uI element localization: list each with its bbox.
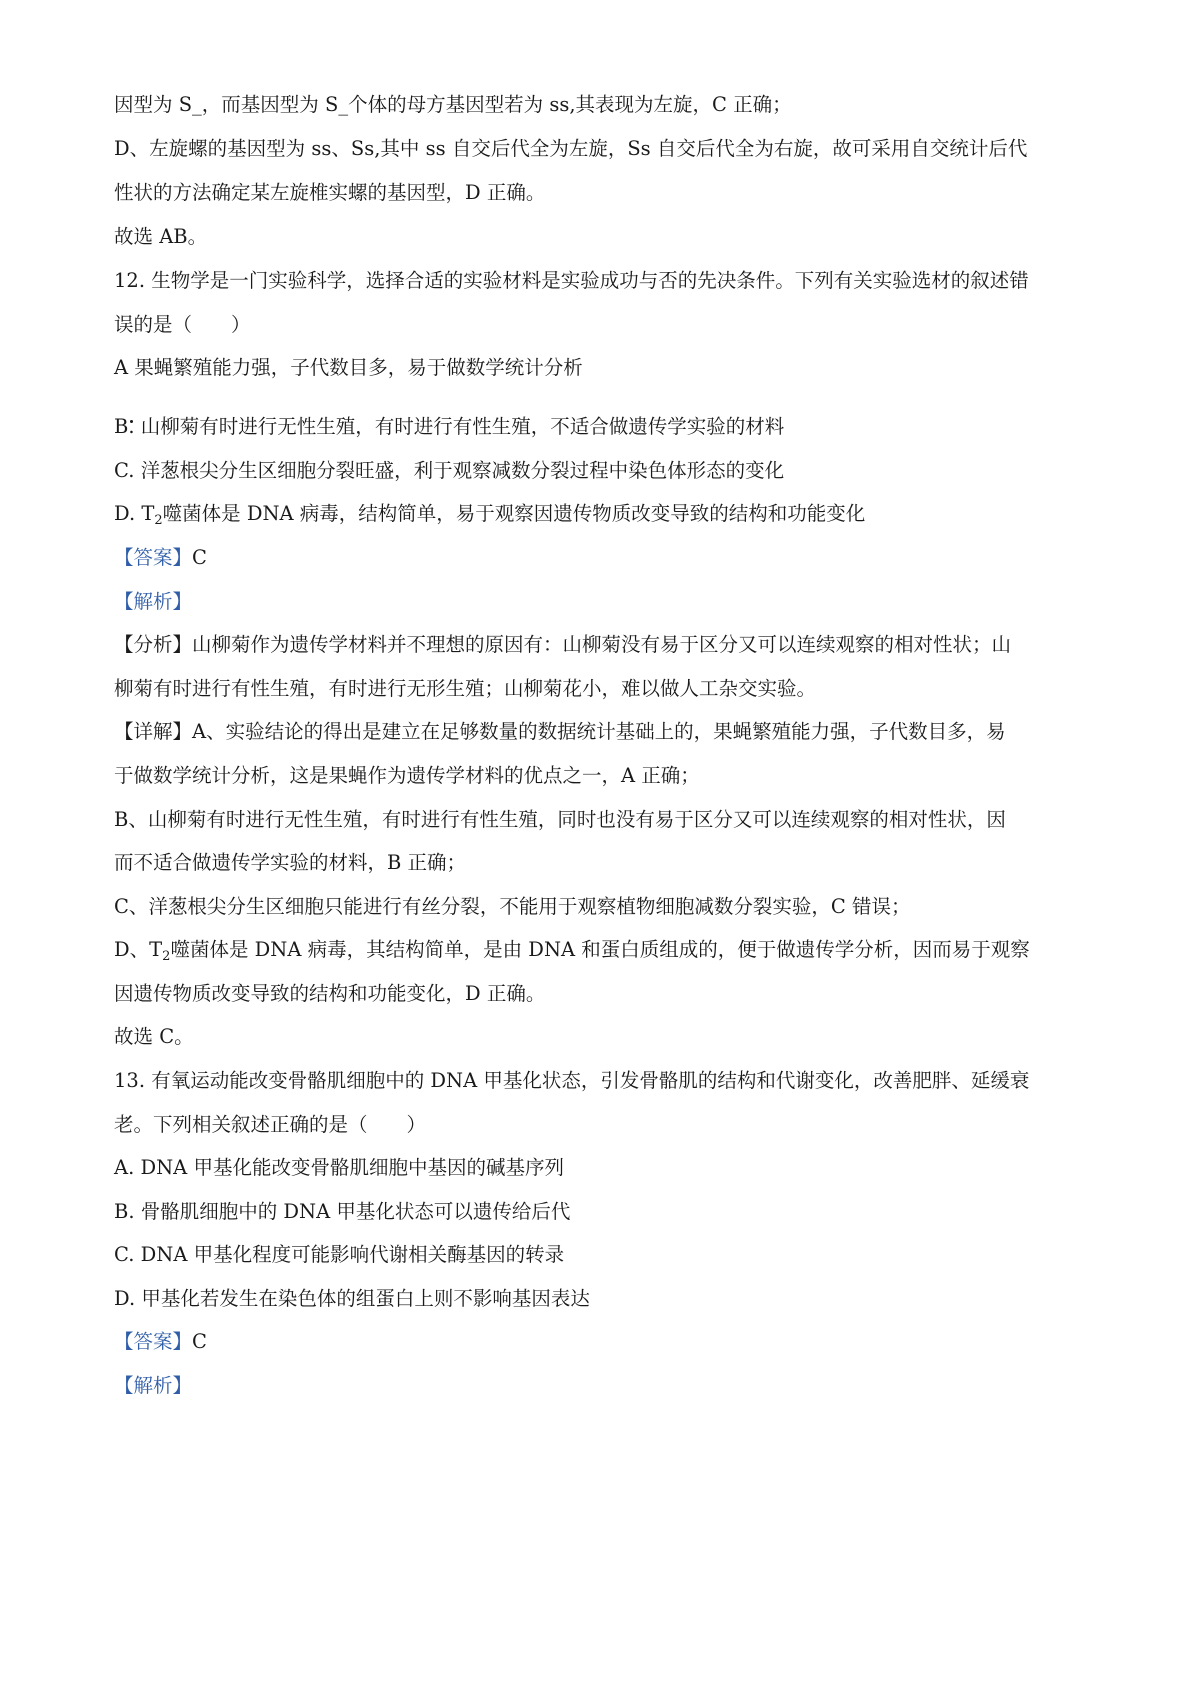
subscript: 2 [154,513,163,528]
q13-option-c: C. DNA 甲基化程度可能影响代谢相关酶基因的转录 [114,1243,565,1266]
fenxi-tag: 【分析】 [114,633,193,656]
q13-option-b: B. 骨骼肌细胞中的 DNA 甲基化状态可以遗传给后代 [114,1200,571,1223]
answer-value: C [192,546,207,569]
analysis-tag: 【解析】 [114,1374,193,1397]
q13-option-a: A. DNA 甲基化能改变骨骼肌细胞中基因的碱基序列 [114,1156,564,1179]
answer-tag: 【答案】 [114,546,193,569]
q12-xiangjie-line: C、洋葱根尖分生区细胞只能进行有丝分裂，不能用于观察植物细胞减数分裂实验，C 错误； [114,895,911,918]
q12-option-a: A 果蝇繁殖能力强，子代数目多，易于做数学统计分析 [114,356,583,379]
q12-choice: 故选 C。 [114,1025,194,1048]
q12-xiangjie-line: 而不适合做遗传学实验的材料，B 正确； [114,851,467,874]
q12-stem: 误的是（ ） [114,313,251,336]
prev-explanation-line: 因型为 S_，而基因型为 S_个体的母方基因型若为 ss,其表现为左旋，C 正确； [114,93,792,116]
q12-xiangjie-line: B、山柳菊有时进行无性生殖，有时进行有性生殖，同时也没有易于区分又可以连续观察的相对性状，因 [114,808,1006,831]
q13-stem: 13. 有氧运动能改变骨骼肌细胞中的 DNA 甲基化状态，引发骨骼肌的结构和代谢变化，改善肥胖、延缓衰 [114,1069,1030,1092]
q13-stem: 老。下列相关叙述正确的是（ ） [114,1113,427,1136]
prev-choice: 故选 AB。 [114,225,208,248]
xiangjie-tag: 【详解】 [114,720,193,743]
q12-xiangjie [114,717,1006,747]
subscript: 2 [162,949,171,964]
q12-xiangjie-line: 于做数学统计分析，这是果蝇作为遗传学材料的优点之一，A 正确； [114,764,700,787]
fenxi-text: 山柳菊作为遗传学材料并不理想的原因有：山柳菊没有易于区分又可以连续观察的相对性状；山 [192,633,1012,656]
q12-xiangjie-line [114,935,1030,965]
q13-option-d: D. 甲基化若发生在染色体的组蛋白上则不影响基因表达 [114,1287,590,1310]
xiangjie-text: A、实验结论的得出是建立在足够数量的数据统计基础上的，果蝇繁殖能力强，子代数目多，易 [192,720,1006,743]
q12-option-d-prefix: D. T [114,502,155,525]
answer-value: C [192,1330,207,1353]
q12-fenxi [114,630,1011,660]
prev-explanation-line: 性状的方法确定某左旋椎实螺的基因型，D 正确。 [114,181,546,204]
answer-tag: 【答案】 [114,1330,193,1353]
q12-stem: 12. 生物学是一门实验科学，选择合适的实验材料是实验成功与否的先决条件。下列有关实验选材的叙述错 [114,269,1029,292]
q12-option-d-text: 噬菌体是 DNA 病毒，结构简单，易于观察因遗传物质改变导致的结构和功能变化 [162,502,866,525]
analysis-tag: 【解析】 [114,590,193,613]
q12-option-b: B. 山柳菊有时进行无性生殖，有时进行有性生殖，不适合做遗传学实验的材料 [114,415,785,438]
q12-option-d [114,499,865,529]
xiangjie-d-prefix: D、T [114,938,163,961]
q12-answer [114,543,207,573]
xiangjie-d-text: 噬菌体是 DNA 病毒，其结构简单，是由 DNA 和蛋白质组成的，便于做遗传学分析，因而易于观察 [170,938,1030,961]
prev-explanation-line: D、左旋螺的基因型为 ss、Ss,其中 ss 自交后代全为左旋，Ss 自交后代全为右旋，故可采用自交统计后代 [114,137,1028,160]
q12-fenxi-line: 柳菊有时进行有性生殖，有时进行无形生殖；山柳菊花小，难以做人工杂交实验。 [114,677,817,700]
q13-answer [114,1327,207,1357]
q12-xiangjie-line: 因遗传物质改变导致的结构和功能变化，D 正确。 [114,982,546,1005]
q12-option-c: C. 洋葱根尖分生区细胞分裂旺盛，利于观察减数分裂过程中染色体形态的变化 [114,459,785,482]
